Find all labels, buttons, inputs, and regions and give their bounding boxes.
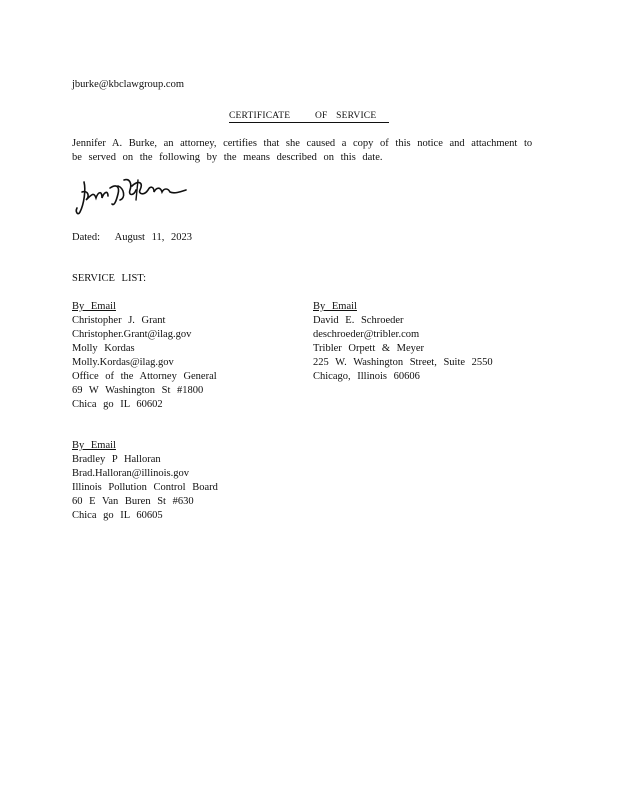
recipient-line: Chica go IL 60605 — [72, 510, 163, 521]
recipient-block — [313, 300, 493, 384]
certification-line: Jennifer A. Burke, an attorney, certifies that she caused a copy of this notice and attachment to — [72, 138, 533, 149]
recipient-line: Office of the Attorney General — [72, 371, 217, 382]
dated-line — [72, 232, 192, 243]
dated-date: August 11, 2023 — [114, 232, 192, 243]
dated-label: Dated: — [72, 232, 100, 243]
recipient-line: David E. Schroeder — [313, 315, 404, 326]
certification-line: be served on the following by the means described on this date. — [72, 152, 383, 163]
recipient-line: Molly Kordas — [72, 343, 135, 354]
recipient-line: Christopher J. Grant — [72, 315, 166, 326]
recipient-line: Christopher.Grant@ilag.gov — [72, 329, 192, 340]
recipient-line: Bradley P Halloran — [72, 454, 161, 465]
recipient-line: 60 E Van Buren St #630 — [72, 496, 194, 507]
recipient-line: deschroeder@tribler.com — [313, 329, 420, 340]
recipient-line: Illinois Pollution Control Board — [72, 482, 218, 493]
recipient-block — [72, 300, 217, 412]
recipient-line: 225 W. Washington Street, Suite 2550 — [313, 357, 493, 368]
recipient-line: Molly.Kordas@ilag.gov — [72, 357, 174, 368]
certificate-heading-right: OF SERVICE — [315, 111, 377, 121]
delivery-method: By Email — [72, 440, 116, 451]
recipient-block — [72, 439, 218, 523]
recipient-line: Chica go IL 60602 — [72, 399, 163, 410]
recipient-line: Tribler Orpett & Meyer — [313, 343, 425, 354]
certificate-heading-left: CERTIFICATE — [229, 111, 291, 121]
delivery-method: By Email — [313, 301, 357, 312]
delivery-method: By Email — [72, 301, 116, 312]
service-list-label: SERVICE LIST: — [72, 273, 147, 284]
recipient-line: Chicago, Illinois 60606 — [313, 371, 420, 382]
certificate-heading-underline — [229, 122, 389, 123]
recipient-line: 69 W Washington St #1800 — [72, 385, 204, 396]
recipient-line: Brad.Halloran@illinois.gov — [72, 468, 189, 479]
signature — [74, 176, 188, 218]
header-email: jburke@kbclawgroup.com — [72, 79, 185, 90]
